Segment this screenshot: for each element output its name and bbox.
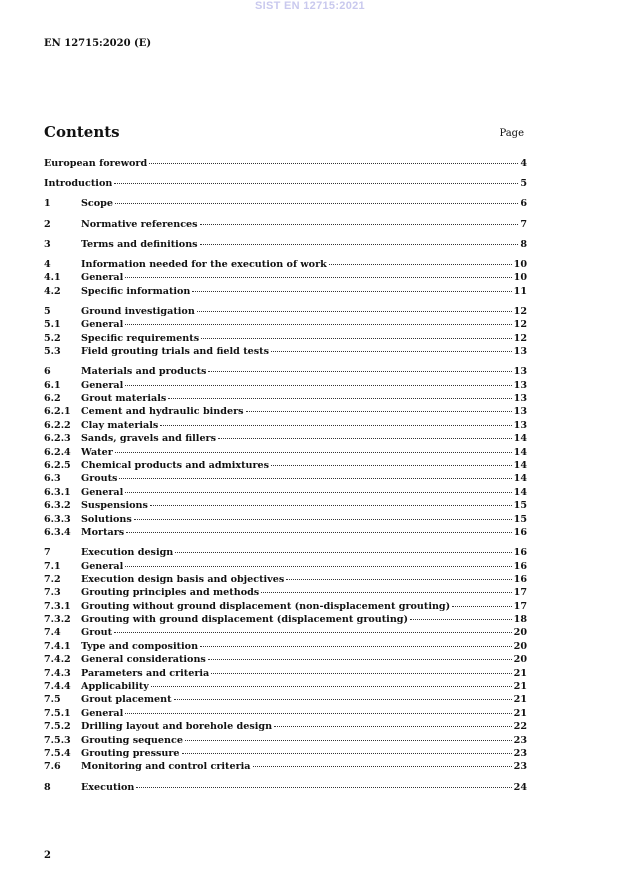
toc-entry[interactable] xyxy=(44,513,527,526)
toc-entry-page: 21 xyxy=(513,681,527,693)
toc-entry-page: 14 xyxy=(513,433,527,445)
dot-leader xyxy=(200,244,519,245)
dot-leader xyxy=(271,351,512,352)
toc-entry-page: 10 xyxy=(513,272,527,284)
toc-entry-title: Type and composition xyxy=(81,640,199,652)
dot-leader xyxy=(126,532,511,533)
toc-entry-title: Drilling layout and borehole design xyxy=(81,721,273,733)
toc-entry-page: 24 xyxy=(513,781,527,793)
toc-entry-page: 5 xyxy=(520,178,527,190)
toc-entry-title: Execution design basis and objectives xyxy=(81,573,285,585)
dot-leader xyxy=(218,438,512,439)
toc-entry-page: 16 xyxy=(513,547,527,559)
toc-entry[interactable] xyxy=(44,747,527,760)
toc-entry[interactable] xyxy=(44,486,527,499)
toc-entry[interactable] xyxy=(44,271,527,284)
toc-entry-number: 5.1 xyxy=(44,319,61,331)
toc-entry-number: 7.5.1 xyxy=(44,707,71,719)
toc-entry-page: 14 xyxy=(513,473,527,485)
dot-leader xyxy=(149,163,518,164)
dot-leader xyxy=(119,478,511,479)
toc-entry-page: 13 xyxy=(513,393,527,405)
toc-entry-page: 15 xyxy=(513,513,527,525)
toc-entry-title: Clay materials xyxy=(81,419,159,431)
toc-entry-number: 8 xyxy=(44,781,51,793)
toc-entry-number: 7.3.1 xyxy=(44,600,71,612)
toc-entry[interactable] xyxy=(44,197,527,210)
dot-leader xyxy=(200,646,512,647)
dot-leader xyxy=(246,411,512,412)
toc-entry[interactable] xyxy=(44,332,527,345)
toc-entry-title: Parameters and criteria xyxy=(81,667,210,679)
toc-entry[interactable] xyxy=(44,781,527,794)
toc-entry-title: Monitoring and control criteria xyxy=(81,761,251,773)
toc-entry[interactable] xyxy=(44,405,527,418)
toc-entry-page: 13 xyxy=(513,379,527,391)
dot-leader xyxy=(197,311,512,312)
toc-entry-title: General xyxy=(81,272,124,284)
toc-entry[interactable] xyxy=(44,392,527,405)
toc-entry[interactable] xyxy=(44,707,527,720)
toc-entry-number: 7.2 xyxy=(44,573,61,585)
toc-entry[interactable] xyxy=(44,600,527,613)
toc-entry-number: 7.5.4 xyxy=(44,748,71,759)
toc-entry-title: Introduction xyxy=(44,178,113,190)
dot-leader xyxy=(174,699,512,700)
dot-leader xyxy=(114,183,518,184)
dot-leader xyxy=(125,277,511,278)
toc-entry-title: General xyxy=(81,560,124,572)
dot-leader xyxy=(274,726,512,727)
toc-entry[interactable] xyxy=(44,432,527,445)
toc-entry-number: 7.4.4 xyxy=(44,681,71,693)
dot-leader xyxy=(125,566,511,567)
page-column-label: Page xyxy=(499,128,524,139)
dot-leader xyxy=(410,619,512,620)
toc-entry-number: 6.2.4 xyxy=(44,446,71,458)
toc-entry[interactable] xyxy=(44,345,527,358)
toc-entry[interactable] xyxy=(44,379,527,392)
toc-entry-page: 20 xyxy=(513,654,527,666)
dot-leader xyxy=(114,632,512,633)
toc-entry-number: 7.3 xyxy=(44,587,61,599)
toc-entry[interactable] xyxy=(44,177,527,190)
toc-entry-title: Grouting pressure xyxy=(81,748,180,759)
toc-entry-number: 1 xyxy=(44,198,51,210)
dot-leader xyxy=(125,713,511,714)
toc-entry[interactable] xyxy=(44,680,527,693)
toc-entry[interactable] xyxy=(44,446,527,459)
page-number: 2 xyxy=(44,850,51,861)
toc-entry-title: General considerations xyxy=(81,654,206,666)
toc-entry-title: Specific information xyxy=(81,285,191,297)
toc-entry-title: Information needed for the execution of work xyxy=(81,258,327,270)
toc-entry-page: 14 xyxy=(513,486,527,498)
dot-leader xyxy=(211,673,511,674)
toc-entry-page: 14 xyxy=(513,460,527,471)
toc-entry-title: Field grouting trials and field tests xyxy=(81,346,270,358)
toc-entry-number: 6.2.1 xyxy=(44,406,71,418)
toc-entry-title: Suspensions xyxy=(81,500,148,512)
toc-entry[interactable] xyxy=(44,419,527,432)
toc-entry-title: General xyxy=(81,319,124,331)
toc-entry[interactable] xyxy=(44,365,527,378)
toc-entry-page: 13 xyxy=(513,406,527,418)
toc-entry[interactable] xyxy=(44,157,527,170)
dot-leader xyxy=(168,398,511,399)
toc-entry-page: 13 xyxy=(513,419,527,431)
dot-leader xyxy=(192,291,511,292)
dot-leader xyxy=(125,492,511,493)
toc-entry[interactable] xyxy=(44,626,527,639)
toc-entry-number: 6 xyxy=(44,366,51,378)
toc-entry-number: 4.2 xyxy=(44,285,61,297)
toc-entry[interactable] xyxy=(44,613,527,626)
toc-entry-title: Applicability xyxy=(81,681,149,693)
toc-entry-page: 20 xyxy=(513,640,527,652)
dot-leader xyxy=(200,224,519,225)
toc-entry-title: General xyxy=(81,379,124,391)
dot-leader xyxy=(201,338,512,339)
document-id: EN 12715:2020 (E) xyxy=(44,38,152,49)
toc-entry[interactable] xyxy=(44,546,527,559)
toc-entry-title: Grout xyxy=(81,627,113,639)
toc-entry[interactable] xyxy=(44,218,527,231)
toc-entry-page: 20 xyxy=(513,627,527,639)
dot-leader xyxy=(115,452,512,453)
toc-entry-page: 12 xyxy=(513,305,527,317)
toc-entry[interactable] xyxy=(44,318,527,331)
toc-entry-number: 7.5.2 xyxy=(44,721,71,733)
toc-entry-number: 7.1 xyxy=(44,560,61,572)
toc-entry-number: 6.2.2 xyxy=(44,419,71,431)
toc-entry-number: 5.3 xyxy=(44,346,61,358)
toc-entry-number: 6.2.5 xyxy=(44,460,71,471)
toc-entry-page: 15 xyxy=(513,500,527,512)
toc-entry-title: Sands, gravels and fillers xyxy=(81,433,217,445)
toc-entry-title: Water xyxy=(81,446,113,458)
toc-entry-title: Scope xyxy=(81,198,113,210)
toc-entry[interactable] xyxy=(44,472,527,485)
toc-entry-number: 7.5 xyxy=(44,694,61,706)
toc-entry-title: European foreword xyxy=(44,158,148,169)
toc-entry-page: 23 xyxy=(513,734,527,746)
contents-title: Contents xyxy=(44,123,120,141)
toc-entry-number: 4.1 xyxy=(44,272,61,284)
toc-entry-title: Execution design xyxy=(81,547,174,559)
dot-leader xyxy=(151,686,512,687)
toc-entry-page: 16 xyxy=(513,573,527,585)
toc-entry-number: 7.6 xyxy=(44,761,61,773)
dot-leader xyxy=(160,425,511,426)
dot-leader xyxy=(208,371,511,372)
toc-entry-title: Mortars xyxy=(81,526,125,538)
toc-entry[interactable] xyxy=(44,573,527,586)
toc-entry-title: Specific requirements xyxy=(81,332,200,344)
toc-entry-title: General xyxy=(81,707,124,719)
toc-entry-title: Ground investigation xyxy=(81,305,195,317)
toc-entry-title: Normative references xyxy=(81,218,198,230)
toc-entry-page: 12 xyxy=(513,319,527,331)
toc-entry-number: 7.4.1 xyxy=(44,640,71,652)
toc-entry-page: 12 xyxy=(513,332,527,344)
toc-entry-title: Grout placement xyxy=(81,694,172,706)
toc-entry[interactable] xyxy=(44,238,527,251)
dot-leader xyxy=(125,324,511,325)
toc-entry-title: Grouting sequence xyxy=(81,734,183,746)
dot-leader xyxy=(125,385,511,386)
toc-entry-title: Grouting principles and methods xyxy=(81,587,260,599)
toc-entry-number: 7.4 xyxy=(44,627,61,639)
toc-entry-number: 7.5.3 xyxy=(44,734,71,746)
toc-entry[interactable] xyxy=(44,667,527,680)
dot-leader xyxy=(253,766,512,767)
toc-entry-title: Grouting without ground displacement (non-displacement grouting) xyxy=(81,600,451,612)
toc-entry[interactable] xyxy=(44,258,527,271)
toc-entry[interactable] xyxy=(44,586,527,599)
toc-entry-page: 21 xyxy=(513,667,527,679)
toc-entry-page: 21 xyxy=(513,707,527,719)
toc-entry-number: 2 xyxy=(44,218,51,230)
toc-entry-number: 7.3.2 xyxy=(44,614,71,626)
watermark: SIST EN 12715:2021 xyxy=(255,0,365,12)
toc-entry[interactable] xyxy=(44,526,527,539)
toc-entry[interactable] xyxy=(44,640,527,653)
toc-entry-title: Solutions xyxy=(81,513,132,525)
toc-entry[interactable] xyxy=(44,459,527,472)
toc-entry[interactable] xyxy=(44,693,527,706)
toc-entry-number: 6.1 xyxy=(44,379,61,391)
toc-entry[interactable] xyxy=(44,305,527,318)
dot-leader xyxy=(261,592,511,593)
dot-leader xyxy=(136,787,511,788)
toc-entry-page: 10 xyxy=(513,258,527,270)
dot-leader xyxy=(271,465,512,466)
toc-entry-number: 6.3 xyxy=(44,473,61,485)
toc-entry[interactable] xyxy=(44,734,527,747)
toc-entry-page: 8 xyxy=(520,238,527,250)
toc-entry-page: 17 xyxy=(513,600,527,612)
toc-entry[interactable] xyxy=(44,560,527,573)
toc-entry-page: 23 xyxy=(513,761,527,773)
toc-entry-page: 16 xyxy=(513,526,527,538)
toc-entry[interactable] xyxy=(44,285,527,298)
toc-entry-page: 13 xyxy=(513,346,527,358)
toc-entry-title: General xyxy=(81,486,124,498)
toc-entry-page: 14 xyxy=(513,446,527,458)
dot-leader xyxy=(182,753,512,754)
toc-entry-number: 6.3.3 xyxy=(44,513,71,525)
toc-entry-title: Chemical products and admixtures xyxy=(81,460,270,471)
dot-leader xyxy=(185,740,512,741)
toc-entry-number: 4 xyxy=(44,258,51,270)
toc-entry-page: 4 xyxy=(520,158,527,169)
toc-entry-page: 7 xyxy=(520,218,527,230)
toc-entry-number: 6.3.4 xyxy=(44,526,71,538)
toc-entry-title: Materials and products xyxy=(81,366,207,378)
table-of-contents xyxy=(44,157,527,794)
dot-leader xyxy=(115,203,518,204)
dot-leader xyxy=(134,519,512,520)
dot-leader xyxy=(329,264,512,265)
toc-entry-page: 17 xyxy=(513,587,527,599)
toc-entry-number: 6.3.1 xyxy=(44,486,71,498)
dot-leader xyxy=(286,579,511,580)
toc-entry-page: 22 xyxy=(513,721,527,733)
toc-entry-number: 7.4.2 xyxy=(44,654,71,666)
toc-entry-number: 6.2.3 xyxy=(44,433,71,445)
toc-entry-number: 5 xyxy=(44,305,51,317)
toc-entry-number: 6.2 xyxy=(44,393,61,405)
dot-leader xyxy=(208,659,512,660)
dot-leader xyxy=(452,606,511,607)
toc-entry[interactable] xyxy=(44,760,527,773)
dot-leader xyxy=(175,552,511,553)
toc-entry-number: 6.3.2 xyxy=(44,500,71,512)
toc-entry-page: 13 xyxy=(513,366,527,378)
toc-entry-number: 7.4.3 xyxy=(44,667,71,679)
toc-entry-page: 6 xyxy=(520,198,527,210)
toc-entry-title: Grout materials xyxy=(81,393,167,405)
toc-entry-title: Terms and definitions xyxy=(81,238,198,250)
toc-entry-number: 3 xyxy=(44,238,51,250)
toc-entry-page: 11 xyxy=(513,285,527,297)
toc-entry-page: 18 xyxy=(513,614,527,626)
toc-entry[interactable] xyxy=(44,720,527,733)
dot-leader xyxy=(150,505,512,506)
toc-entry-page: 16 xyxy=(513,560,527,572)
toc-entry-title: Grouts xyxy=(81,473,118,485)
toc-entry[interactable] xyxy=(44,653,527,666)
toc-entry-page: 21 xyxy=(513,694,527,706)
toc-entry-number: 7 xyxy=(44,547,51,559)
toc-entry-number: 5.2 xyxy=(44,332,61,344)
toc-entry-title: Grouting with ground displacement (displacement grouting) xyxy=(81,614,409,626)
toc-entry[interactable] xyxy=(44,499,527,512)
toc-entry-title: Cement and hydraulic binders xyxy=(81,406,244,418)
toc-entry-title: Execution xyxy=(81,781,135,793)
toc-entry-page: 23 xyxy=(513,748,527,759)
